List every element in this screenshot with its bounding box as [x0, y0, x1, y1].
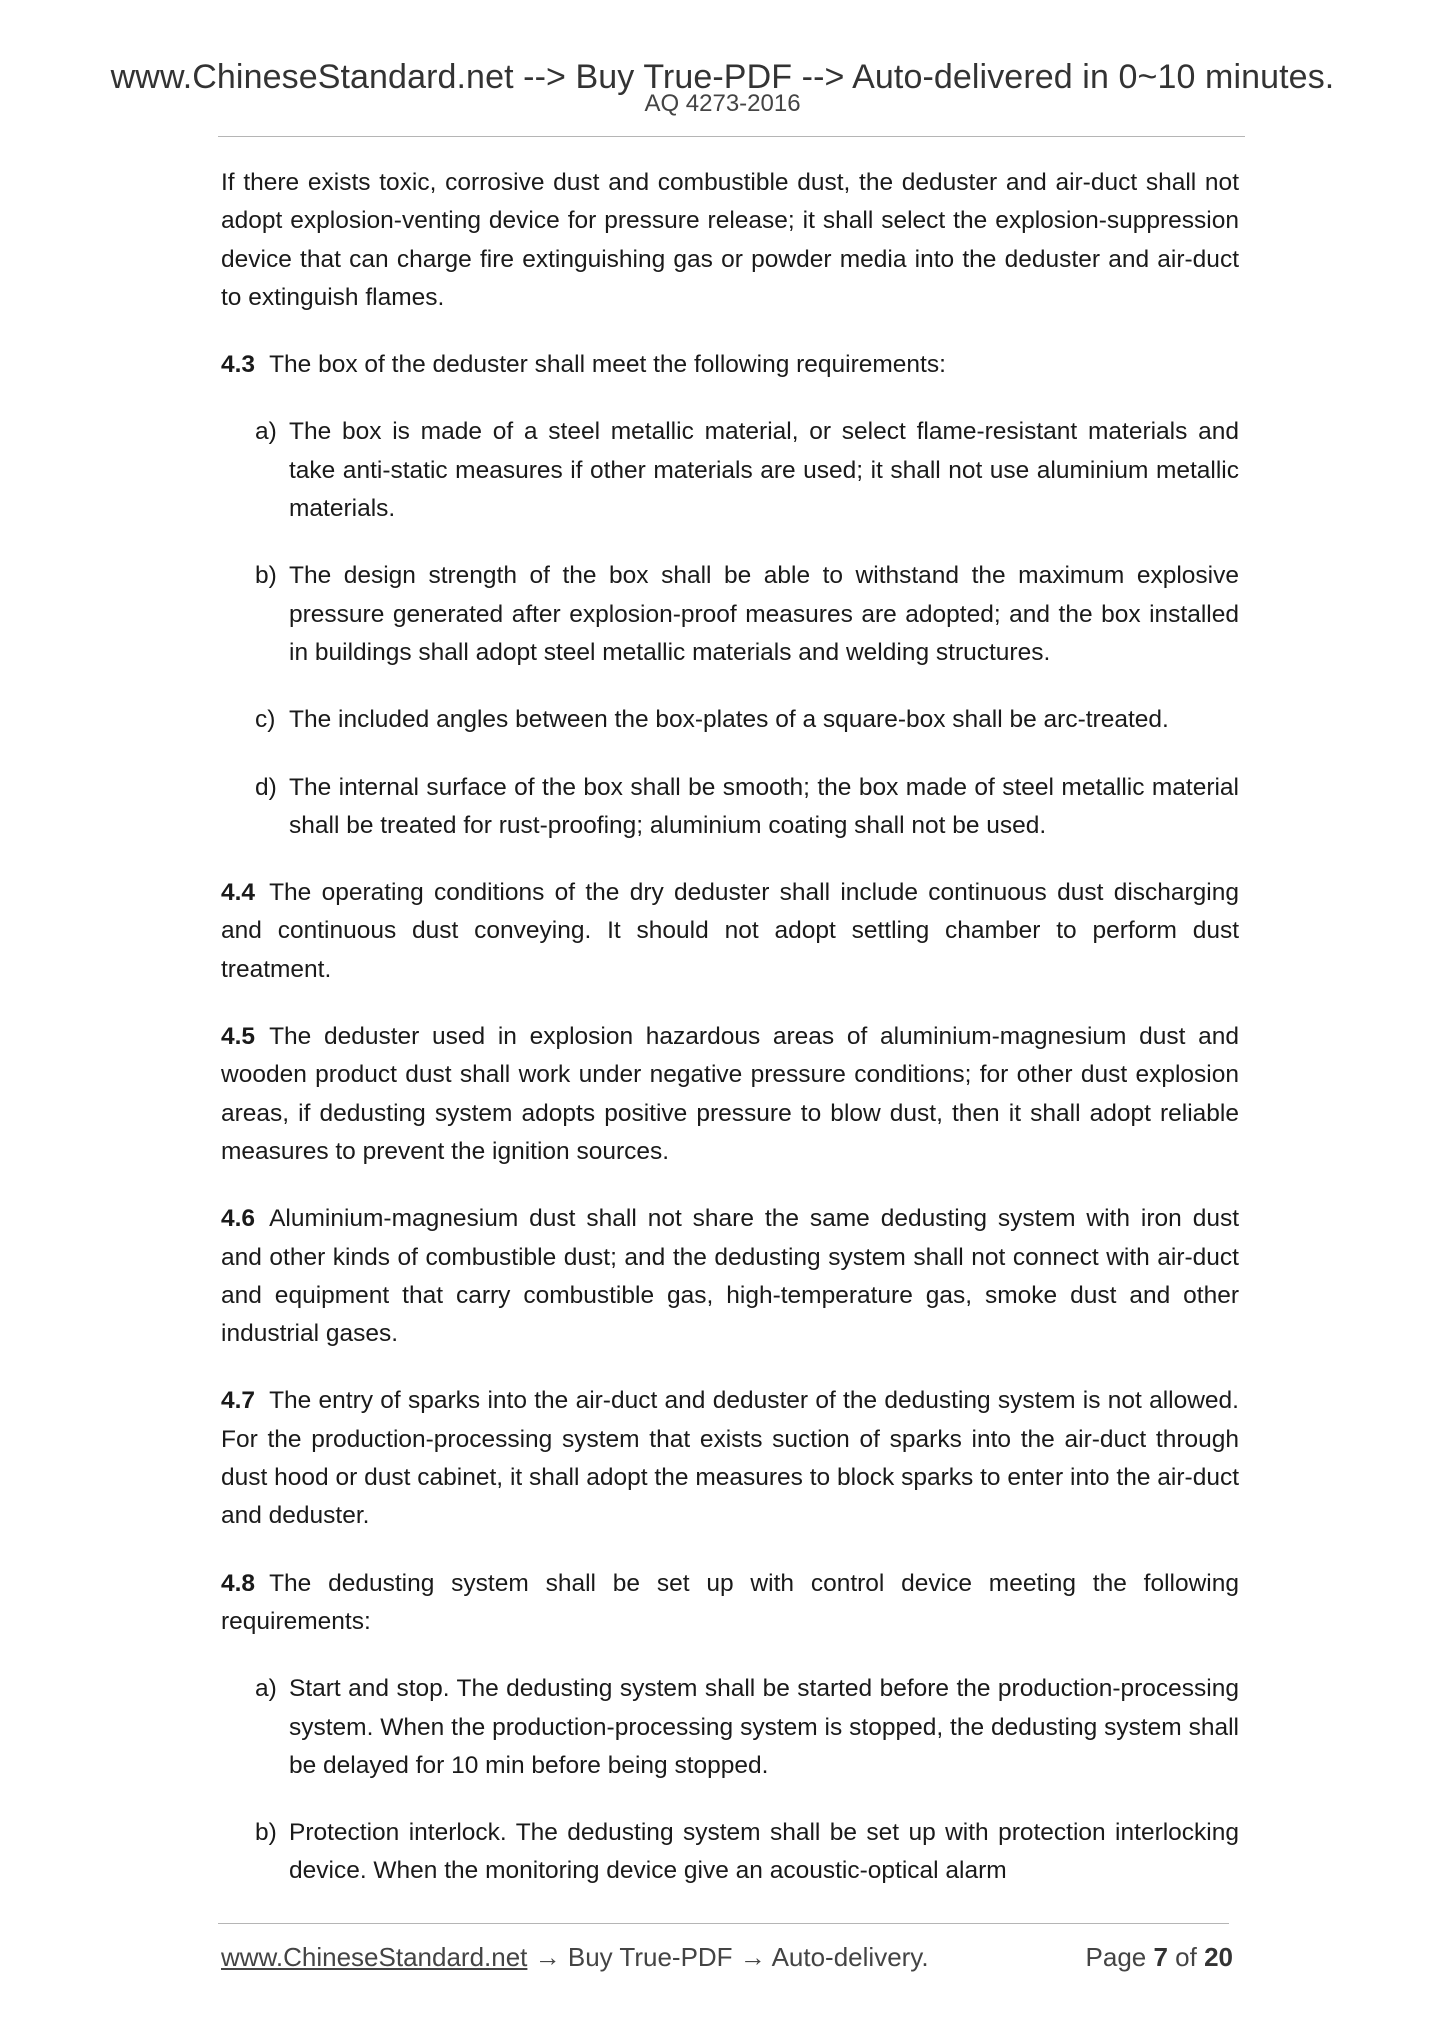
page-of: of	[1167, 1942, 1205, 1972]
list-item-mark: d)	[255, 773, 277, 801]
list-item-text: Start and stop. The dedusting system shall be started before the production-processing system. When the production-processing system is stopped, the dedusting system shall be delayed for 10 min before being stopped.	[289, 1675, 1239, 1779]
list-item-text: The design strength of the box shall be able to withstand the maximum explosive pressure generated after explosion-proof measures are adopted; and the box installed in buildings shall adopt steel metallic materials and welding structures.	[289, 562, 1239, 666]
header-banner: www.ChineseStandard.net --> Buy True-PDF --> Auto-delivered in 0~10 minutes.	[110, 58, 1335, 96]
clause-number: 4.8	[221, 1569, 256, 1597]
list-item	[255, 557, 1239, 672]
clause-4-3	[221, 346, 1239, 384]
clause-number: 4.4	[221, 879, 256, 907]
list-item-mark: a)	[255, 418, 277, 446]
list-item	[255, 1814, 1239, 1891]
list-item	[255, 1670, 1239, 1785]
list-item-mark: b)	[255, 1819, 277, 1847]
standard-code: AQ 4273-2016	[644, 90, 801, 117]
clause-text: The dedusting system shall be set up with control device meeting the following requirements:	[221, 1569, 1239, 1635]
page-total: 20	[1204, 1942, 1233, 1972]
footer-site-link[interactable]: www.ChineseStandard.net	[221, 1942, 528, 1972]
list-item-text: The box is made of a steel metallic material, or select flame-resistant materials and take anti-static measures if other materials are used; it shall not use aluminium metallic materials.	[289, 418, 1239, 523]
page-number	[1086, 1942, 1233, 1973]
list-item	[255, 701, 1239, 739]
list-item	[255, 769, 1239, 846]
header-divider	[218, 136, 1245, 137]
list-item-text: The included angles between the box-plates of a square-box shall be arc-treated.	[289, 706, 1169, 734]
clause-number: 4.3	[221, 351, 256, 379]
document-body	[221, 164, 1239, 1891]
clause-text: Aluminium-magnesium dust shall not share the same dedusting system with iron dust and other kinds of combustible dust; and the dedusting system shall not connect with air-duct and equipment that carry combustible gas, high-temperature gas, smoke dust and other industrial gases.	[221, 1205, 1239, 1348]
intro-paragraph: If there exists toxic, corrosive dust and combustible dust, the deduster and air-duct shall not adopt explosion-venting device for pressure release; it shall select the explosion-suppression device that can charge fire extinguishing gas or powder media into the deduster and air-duct to extinguish flames.	[221, 169, 1239, 311]
clause-text: The entry of sparks into the air-duct and deduster of the dedusting system is not allowed. For the production-processing system that exists suction of sparks into the air-duct through dust hood or dust cabinet, it shall adopt the measures to block sparks to enter into the air-duct and deduster.	[221, 1387, 1239, 1530]
clause-text: The box of the deduster shall meet the following requirements:	[269, 351, 946, 379]
list-item-mark: c)	[255, 706, 276, 734]
clause-4-4	[221, 874, 1239, 989]
page-current: 7	[1153, 1942, 1168, 1972]
list-item-text: The internal surface of the box shall be smooth; the box made of steel metallic material shall be treated for rust-proofing; aluminium coating shall not be used.	[289, 773, 1239, 839]
footer-delivery-text: → Buy True-PDF → Auto-delivery.	[527, 1942, 929, 1972]
clause-text: The operating conditions of the dry deduster shall include continuous dust discharging and continuous dust conveying. It should not adopt settling chamber to perform dust treatment.	[221, 879, 1239, 983]
clause-4-5	[221, 1018, 1239, 1171]
footer-divider	[218, 1923, 1229, 1924]
footer-promo	[221, 1942, 929, 1973]
clause-text: The deduster used in explosion hazardous areas of aluminium-magnesium dust and wooden product dust shall work under negative pressure conditions; for other dust explosion areas, if dedusting system adopts positive pressure to blow dust, then it shall adopt reliable measures to prevent the ignition sources.	[221, 1023, 1239, 1165]
list-item-text: Protection interlock. The dedusting system shall be set up with protection interlocking device. When the monitoring device give an acoustic-optical alarm	[289, 1819, 1239, 1885]
list-item	[255, 413, 1239, 528]
page-label: Page	[1085, 1942, 1154, 1972]
clause-4-6	[221, 1200, 1239, 1353]
list-item-mark: a)	[255, 1675, 277, 1703]
clause-4-7	[221, 1382, 1239, 1535]
clause-4-8	[221, 1565, 1239, 1642]
clause-number: 4.6	[221, 1205, 256, 1233]
clause-number: 4.7	[221, 1387, 256, 1415]
list-item-mark: b)	[255, 562, 277, 590]
clause-number: 4.5	[221, 1023, 256, 1051]
